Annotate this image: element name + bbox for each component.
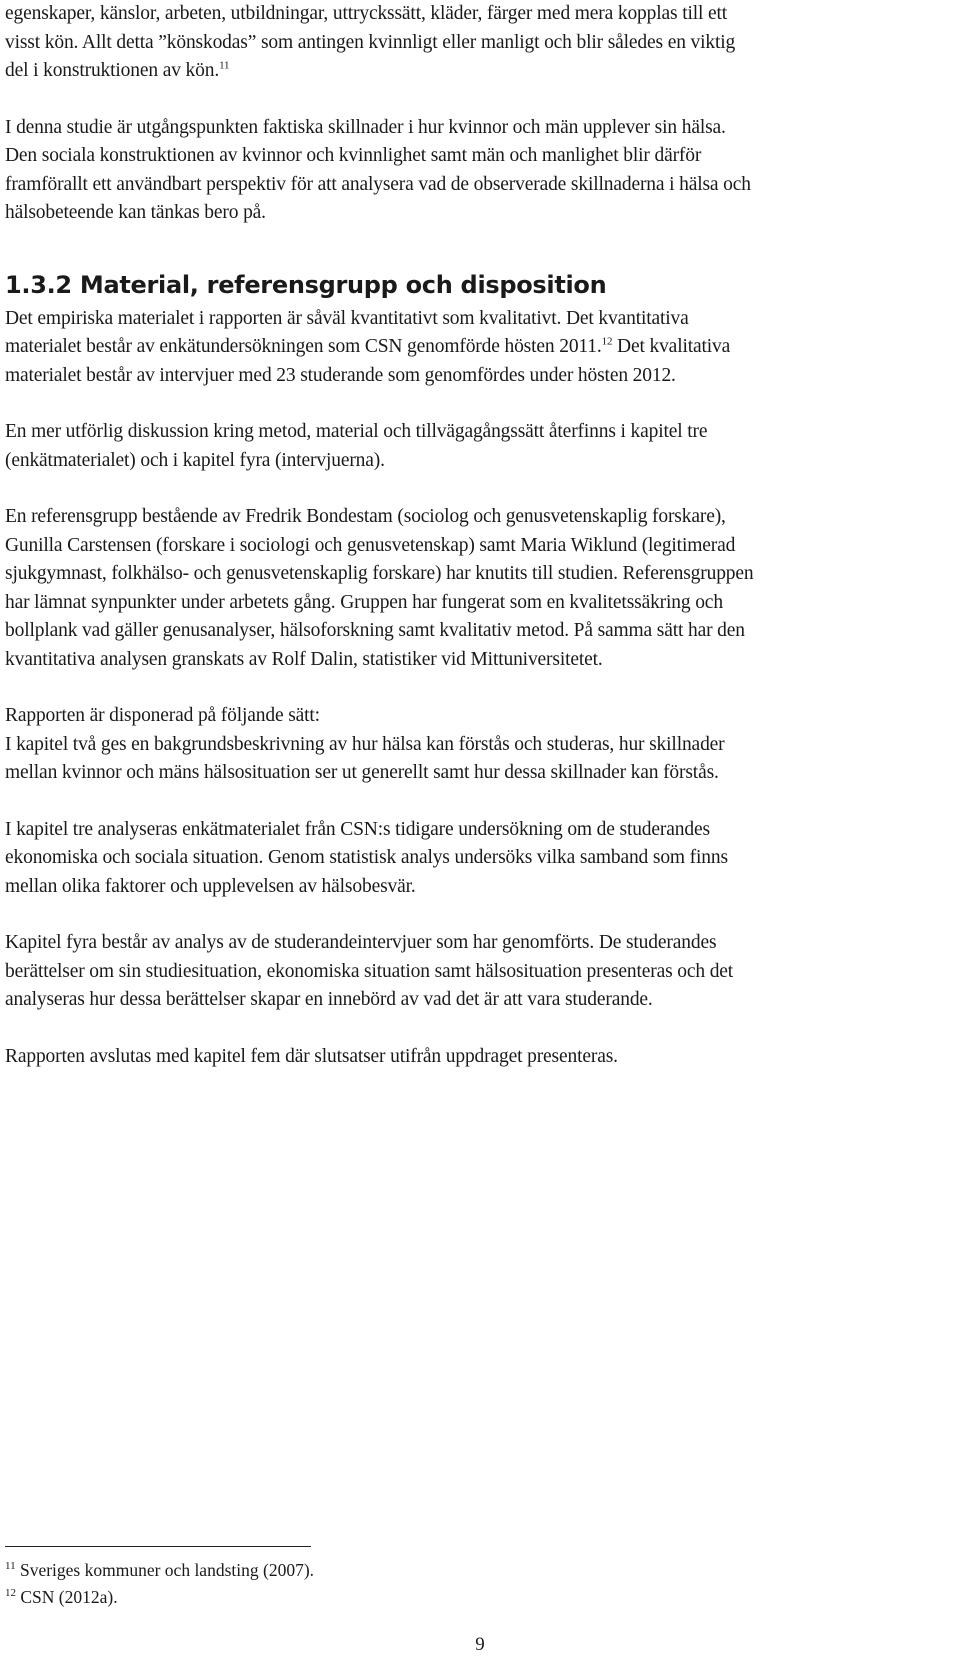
paragraph-material	[5, 305, 955, 391]
text-line: En mer utförlig diskussion kring metod, material och tillvägagångssätt återfinns i kapitel tre	[5, 421, 708, 442]
text-line: materialet består av intervjuer med 23 studerande som genomfördes under hösten 2012.	[5, 364, 676, 386]
section-heading: 1.3.2 Material, referensgrupp och disposition	[5, 270, 607, 299]
text-line: analyseras hur dessa berättelser skapar en innebörd av vad det är att vara studerande.	[5, 989, 653, 1010]
text-line: framförallt ett användbart perspektiv för att analysera vad de observerade skillnaderna i hälsa och	[5, 173, 751, 195]
text-segment: del i konstruktionen av kön.	[5, 60, 220, 81]
text-line: (enkätmaterialet) och i kapitel fyra (intervjuerna).	[5, 449, 385, 471]
text-line: egenskaper, känslor, arbeten, utbildningar, uttryckssätt, kläder, färger med mera kopplas till ett	[5, 3, 728, 24]
text-line: kvantitativa analysen granskats av Rolf Dalin, statistiker vid Mittuniversitetet.	[5, 648, 603, 670]
text-line	[5, 57, 955, 86]
footnote-ref-11[interactable]: 11	[219, 59, 230, 72]
paragraph-disposition	[5, 702, 955, 788]
text-line	[5, 333, 955, 362]
text-line: bollplank vad gäller genusanalyser, hälsoforskning samt kvalitativ metod. På samma sätt har den	[5, 620, 745, 641]
text-line: berättelser om sin studiesituation, ekonomiska situation samt hälsosituation presenteras och det	[5, 960, 734, 982]
document-page	[5, 0, 955, 1071]
text-line: I denna studie är utgångspunkten faktiska skillnader i hur kvinnor och män upplever sin hälsa.	[5, 116, 726, 138]
footnote-number: 12	[5, 1587, 16, 1600]
paragraph-chapter-four	[5, 929, 955, 1015]
text-line: Kapitel fyra består av analys av de studerandeintervjuer som har genomförts. De studerandes	[5, 932, 717, 953]
paragraph-study-starting-point	[5, 114, 955, 228]
text-line: Rapporten är disponerad på följande sätt:	[5, 705, 320, 726]
text-line: mellan olika faktorer och upplevelsen av hälsobesvär.	[5, 875, 416, 897]
text-line: I kapitel två ges en bakgrundsbeskrivning av hur hälsa kan förstås och studeras, hur skillnader	[5, 733, 725, 755]
text-line: Den sociala konstruktionen av kvinnor och kvinnlighet samt män och manlighet blir därför	[5, 145, 702, 166]
text-line: En referensgrupp bestående av Fredrik Bondestam (sociolog och genusvetenskaplig forskare),	[5, 506, 726, 527]
footnote-12	[5, 1584, 905, 1611]
text-line: ekonomiska och sociala situation. Genom statistisk analys undersöks vilka samband som finns	[5, 847, 728, 868]
footnote-text: CSN (2012a).	[16, 1587, 118, 1607]
paragraph-chapter-three	[5, 816, 955, 902]
text-segment: Det kvalitativa	[612, 336, 731, 357]
text-line: har lämnat synpunkter under arbetets gång. Gruppen har fungerat som en kvalitetssäkring och	[5, 591, 723, 613]
footnote-11	[5, 1557, 905, 1584]
paragraph-reference-group	[5, 503, 955, 674]
text-line: Rapporten avslutas med kapitel fem där slutsatser utifrån uppdraget presenteras.	[5, 1045, 618, 1067]
page-number: 9	[475, 1634, 485, 1655]
text-line: Det empiriska materialet i rapporten är såväl kvantitativt som kvalitativt. Det kvantitativa	[5, 307, 689, 329]
text-line: sjukgymnast, folkhälso- och genusvetenskaplig forskare) har knutits till studien. Referensgruppen	[5, 563, 754, 584]
footnote-text: Sveriges kommuner och landsting (2007).	[15, 1560, 315, 1580]
paragraph-method-discussion	[5, 418, 955, 475]
footnotes	[5, 1557, 905, 1611]
text-line: mellan kvinnor och mäns hälsosituation ser ut generellt samt hur dessa skillnader kan förstås.	[5, 762, 719, 783]
text-line: hälsobeteende kan tänkas bero på.	[5, 202, 266, 223]
footnote-ref-12[interactable]: 12	[601, 335, 613, 348]
paragraph-chapter-five	[5, 1043, 955, 1072]
paragraph-gender-coding	[5, 0, 955, 86]
text-line: Gunilla Carstensen (forskare i sociologi och genusvetenskap) samt Maria Wiklund (legitimerad	[5, 534, 736, 556]
text-line: visst kön. Allt detta ”könskodas” som antingen kvinnligt eller manligt och blir således en viktig	[5, 31, 736, 53]
text-line: I kapitel tre analyseras enkätmaterialet från CSN:s tidigare undersökning om de studerandes	[5, 818, 710, 840]
footnote-separator	[5, 1546, 311, 1547]
text-segment: materialet består av enkätundersökningen som CSN genomförde hösten 2011.	[5, 336, 602, 357]
footnote-number: 11	[5, 1560, 16, 1573]
